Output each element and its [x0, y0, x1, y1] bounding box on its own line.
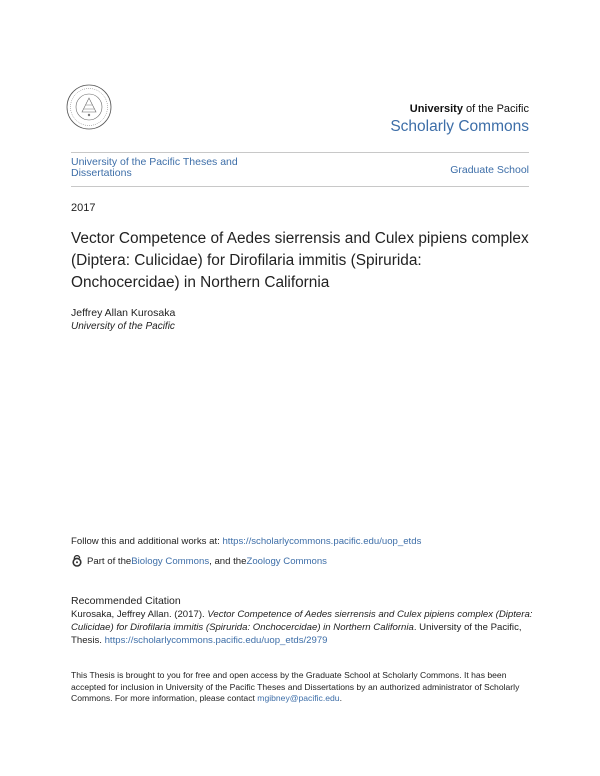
- university-seal-icon: [66, 84, 112, 130]
- access-statement: This Thesis is brought to you for free and open access by the Graduate School at Scholarly Commons. It has been accepted for inclusion in University of the Pacific Theses and Dissertations by an authorized administrator of Scholarly Commons. For more information, please contact mgibney@pacific.edu.: [71, 670, 520, 703]
- collection-link[interactable]: University of the Pacific Theses and Dissertations: [71, 156, 238, 179]
- repository-name[interactable]: Scholarly Commons: [390, 118, 529, 135]
- part-of-line: Part of the Biology Commons , and the Zoology Commons: [71, 555, 327, 567]
- divider-top: [71, 152, 529, 153]
- biology-commons-link[interactable]: Biology Commons: [131, 555, 210, 567]
- citation-link[interactable]: https://scholarlycommons.pacific.edu/uop_etds/2979: [104, 635, 328, 646]
- zoology-commons-link[interactable]: Zoology Commons: [246, 555, 327, 567]
- repository-header: [390, 103, 529, 136]
- department-link[interactable]: Graduate School: [450, 164, 529, 176]
- author-name: Jeffrey Allan Kurosaka: [71, 307, 176, 319]
- open-access-icon: [71, 555, 83, 567]
- publication-year: 2017: [71, 202, 96, 214]
- contact-email-link[interactable]: mgibney@pacific.edu: [257, 693, 340, 703]
- follow-link[interactable]: https://scholarlycommons.pacific.edu/uop_etds: [222, 536, 422, 547]
- follow-line: Follow this and additional works at: https://scholarlycommons.pacific.edu/uop_etds: [71, 536, 422, 547]
- author-affiliation: University of the Pacific: [71, 321, 175, 332]
- citation-heading: Recommended Citation: [71, 595, 181, 607]
- divider-bottom: [71, 186, 529, 187]
- document-title: Vector Competence of Aedes sierrensis and Culex pipiens complex (Diptera: Culicidae) for Dirofilaria immitis (Spirurida: Onchocercidae) in Northern California: [71, 230, 529, 291]
- citation-text: Kurosaka, Jeffrey Allan. (2017). Vector Competence of Aedes sierrensis and Culex pipiens complex (Diptera: Culicidae) for Dirofilaria immitis (Spirurida: Onchocercidae) in Northern California. University of the Pacific, Thesis. https://scholarlycommons.pacific.edu/uop_etds/2979: [71, 609, 533, 646]
- organization-name: University of the Pacific: [409, 103, 529, 115]
